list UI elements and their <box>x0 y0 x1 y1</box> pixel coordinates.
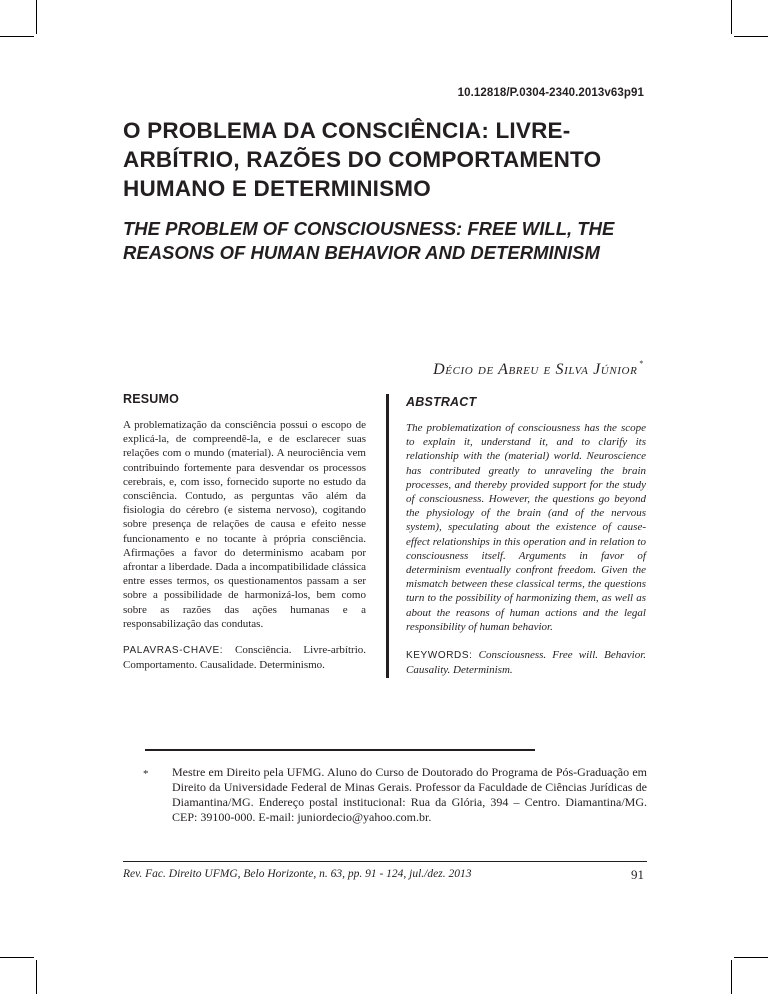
resumo-column <box>123 392 366 672</box>
footnote-text: Mestre em Direito pela UFMG. Aluno do Curso de Doutorado do Programa de Pós-Graduação em Direito da Universidade Federal de Minas Gerais. Professor da Faculdade de Ciências Jurídicas de Diamantina/MG. Endereço postal institucional: Rua da Glória, 394 – Centro. Diamantina/MG. CEP: 39100-000. E-mail: juniordecio@yahoo.com.br. <box>172 765 647 824</box>
column-divider <box>386 394 389 678</box>
author-footnote-mark[interactable]: * <box>639 359 644 368</box>
crop-mark <box>734 957 768 958</box>
resumo-keywords-label: PALAVRAS-CHAVE: <box>123 645 224 657</box>
crop-mark <box>36 0 37 34</box>
author-name: Décio de Abreu e Silva Júnior <box>433 361 638 378</box>
abstract-keywords <box>406 648 646 677</box>
abstract-text: The problematization of consciousness has the scope to explain it, understand it, and to clarify its relationship with the (material) world. Neuroscience has contributed greatly to unraveling the brain processes, and thereby provided support for the study of consciousness. However, the questions go beyond the physiology of the brain (and of the nervous system), speculating about the existence of cause-effect relationships in this operation and in relation to consciousness itself. Arguments in favor of determinism eventually confront freedom. Given the mismatch between these classical terms, the questions turn to the possibility of harmonizing them, as well as about the reasons of human actions and the legal responsibility of human behavior. <box>406 422 646 633</box>
resumo-heading: RESUMO <box>123 392 180 406</box>
abstract-keywords-label: KEYWORDS: <box>406 650 473 662</box>
footnote-rule <box>145 749 535 751</box>
page-number: 91 <box>631 867 644 882</box>
title-portuguese: O PROBLEMA DA CONSCIÊNCIA: LIVRE-ARBÍTRIO, RAZÕES DO COMPORTAMENTO HUMANO E DETERMINISMO <box>123 118 602 201</box>
author <box>433 359 644 379</box>
abstract-heading: ABSTRACT <box>406 395 477 409</box>
doi[interactable]: 10.12818/P.0304-2340.2013v63p91 <box>457 87 644 99</box>
title-english: THE PROBLEM OF CONSCIOUSNESS: FREE WILL, THE REASONS OF HUMAN BEHAVIOR AND DETERMINISM <box>123 218 615 263</box>
abstract-column <box>406 392 646 677</box>
footnote-mark: * <box>143 768 149 780</box>
crop-mark <box>731 960 732 994</box>
footer-rule <box>123 861 647 862</box>
crop-mark <box>0 36 34 37</box>
resumo-keywords-list: Consciência. Livre-arbítrio. Comportamento. Causalidade. Determinismo. <box>123 644 367 672</box>
crop-mark <box>731 0 732 34</box>
crop-mark <box>36 960 37 994</box>
resumo-text: A problematização da consciência possui o escopo de explicá-la, de compreendê-la, e de esclarecer suas relações com o mundo (material). A neurociência vem contribuindo fortemente para desvendar os processos cerebrais, e, com isso, fornecido suporte no estudo da consciência. Contudo, as perguntas vão além da fisiologia do cérebro (e sistema nervoso), cogitando sobre presença de relações de causa e efeito nesse funcionamento e no tocante à própria consciência. Afirmações a favor do determinismo acabam por afrontar a liberdade. Dada a incompatibilidade clássica entre esses termos, os questionamentos passam a ser sobre a possibilidade de harmonizá-los, bem como sobre as razões das ações humanas e a responsabilização das condutas. <box>123 419 366 630</box>
crop-mark <box>0 957 34 958</box>
journal-citation: Rev. Fac. Direito UFMG, Belo Horizonte, n. 63, pp. 91 - 124, jul./dez. 2013 <box>123 868 472 880</box>
resumo-keywords <box>123 643 366 672</box>
crop-mark <box>734 36 768 37</box>
abstract-keywords-list: Consciousness. Free will. Behavior. Causality. Determinism. <box>406 649 647 677</box>
